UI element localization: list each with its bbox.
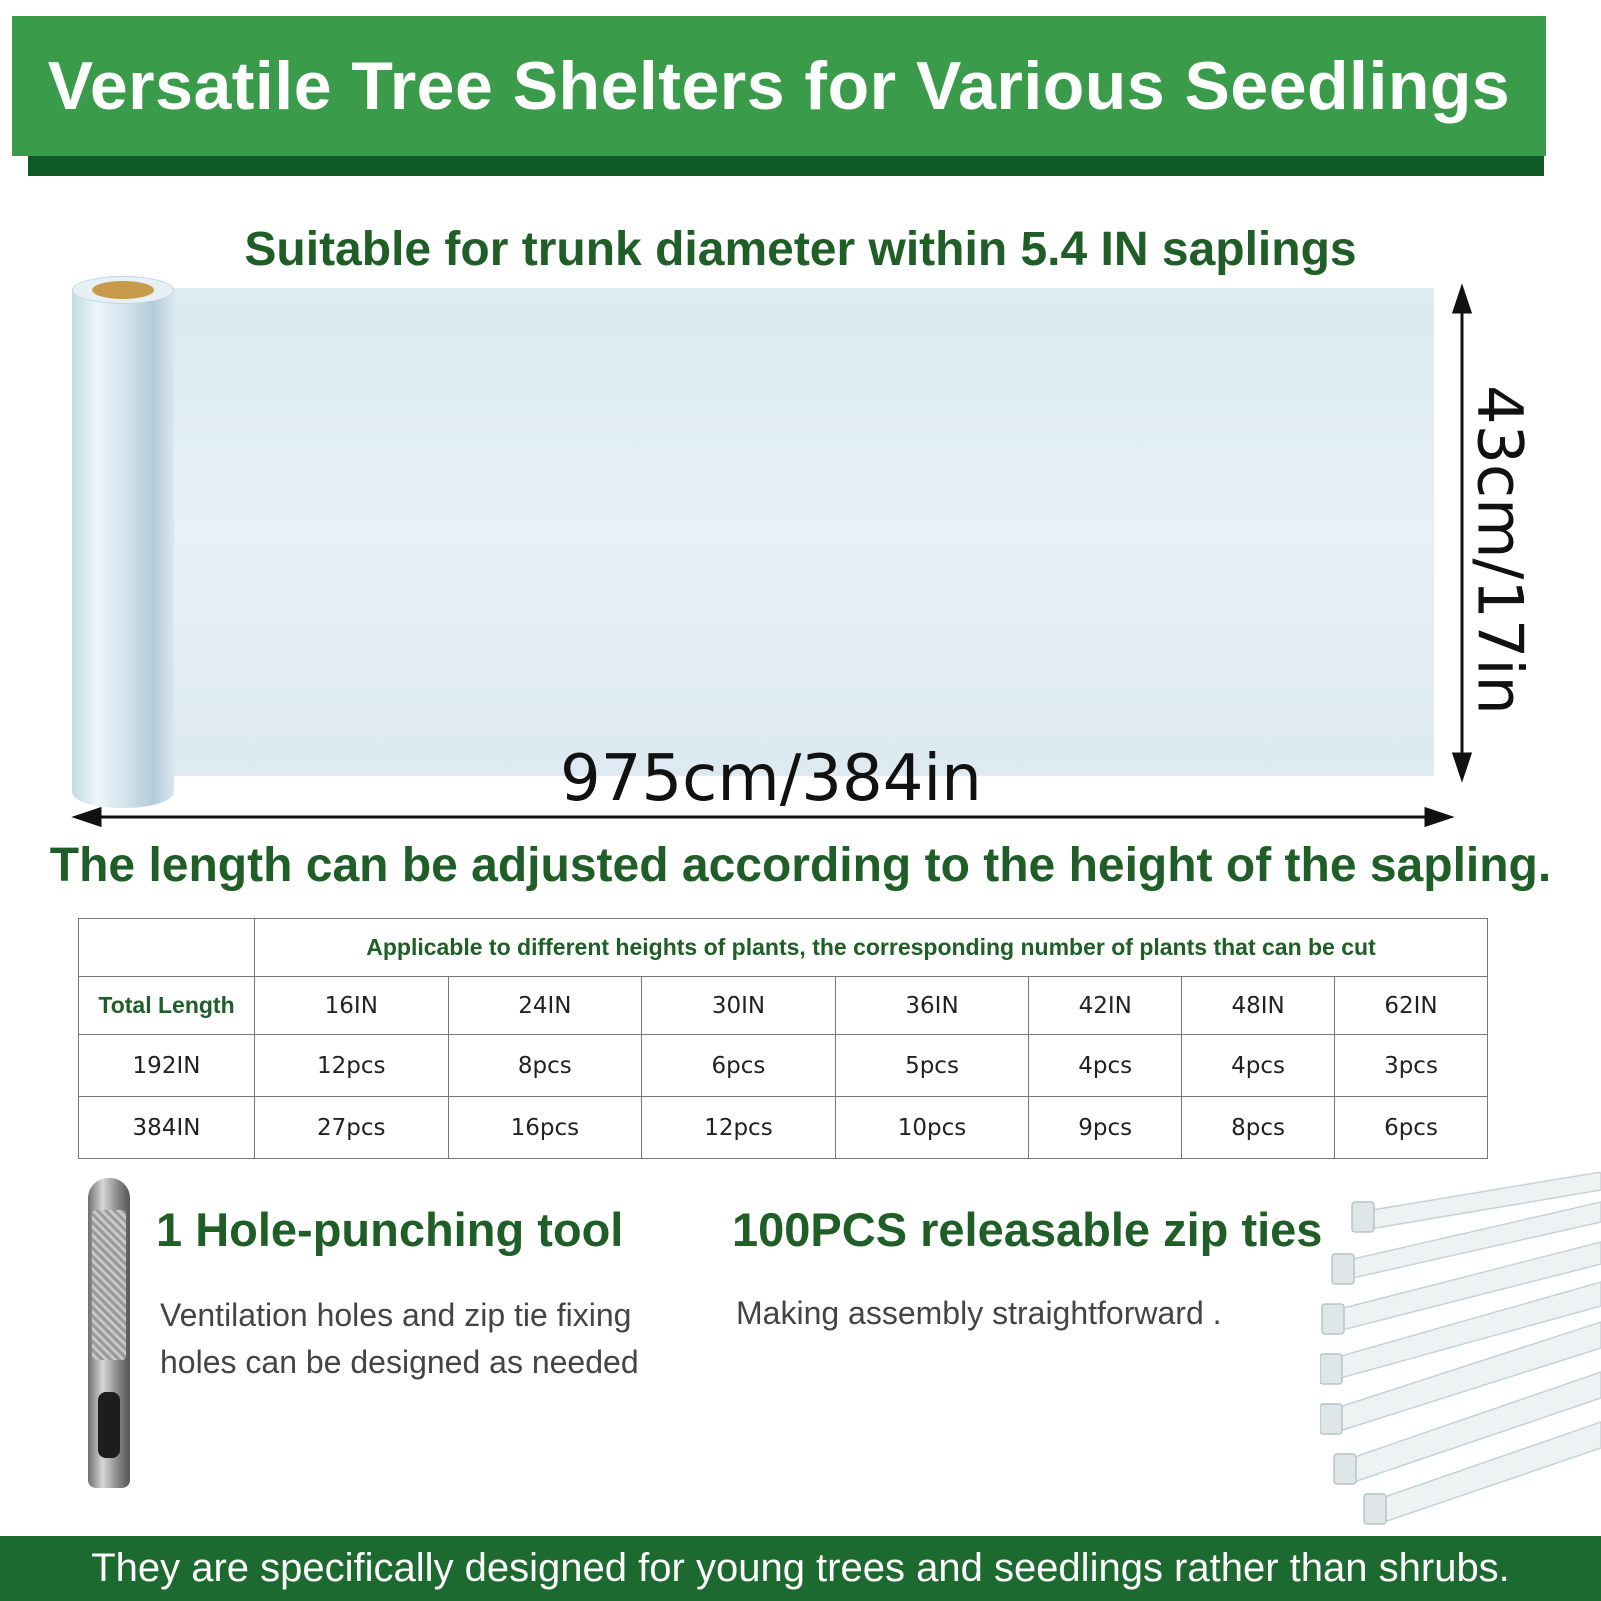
table-row	[79, 1097, 1488, 1159]
title-box	[12, 16, 1546, 156]
column-header: 62IN	[1335, 977, 1488, 1035]
subtitle: Suitable for trunk diameter within 5.4 IN saplings	[244, 223, 1357, 276]
table-cell: 5pcs	[835, 1035, 1029, 1097]
row-length-cell: 192IN	[79, 1035, 255, 1097]
table-cell: 8pcs	[448, 1035, 642, 1097]
table-cell: 12pcs	[642, 1097, 836, 1159]
table-cell: 27pcs	[255, 1097, 449, 1159]
feature-desc-punch-tool: Ventilation holes and zip tie fixing holes can be designed as needed	[160, 1297, 639, 1380]
table-cell: 12pcs	[255, 1035, 449, 1097]
cut-quantity-table	[78, 918, 1488, 1159]
table-cell: 4pcs	[1029, 1035, 1182, 1097]
column-header: 16IN	[255, 977, 449, 1035]
footer-text: They are specifically designed for young trees and seedlings rather than shrubs.	[91, 1546, 1510, 1590]
height-dimension-label: 43cm/17in	[1463, 385, 1537, 715]
column-header: 24IN	[448, 977, 642, 1035]
table-banner-row	[79, 919, 1488, 977]
table-cell: 3pcs	[1335, 1035, 1488, 1097]
table-cell: 9pcs	[1029, 1097, 1182, 1159]
adjust-length-note: The length can be adjusted according to the height of the sapling.	[49, 839, 1552, 892]
table-cell: 4pcs	[1182, 1035, 1335, 1097]
feature-title-zip-ties: 100PCS releasable zip ties	[732, 1203, 1323, 1256]
column-header: 36IN	[835, 977, 1029, 1035]
table-cell: 6pcs	[642, 1035, 836, 1097]
footer-banner	[0, 1536, 1601, 1601]
table-cell: 16pcs	[448, 1097, 642, 1159]
column-header: 42IN	[1029, 977, 1182, 1035]
shelter-roll-core	[92, 281, 154, 299]
total-length-header: Total Length	[79, 977, 255, 1035]
table-banner: Applicable to different heights of plants, the corresponding number of plants that can be cut	[255, 919, 1488, 977]
length-dimension-label: 975cm/384in	[560, 742, 982, 816]
table-row	[79, 1035, 1488, 1097]
shelter-sheet-image	[172, 288, 1434, 776]
feature-desc-zip-ties: Making assembly straightforward .	[736, 1295, 1222, 1331]
page-title: Versatile Tree Shelters for Various Seedlings	[47, 48, 1511, 124]
feature-title-punch-tool: 1 Hole-punching tool	[156, 1203, 624, 1256]
zip-ties-image	[1320, 1172, 1601, 1532]
column-header: 30IN	[642, 977, 836, 1035]
table-cell: 8pcs	[1182, 1097, 1335, 1159]
hole-punch-grip	[92, 1210, 126, 1360]
shelter-roll-image	[72, 276, 174, 808]
table-cell: 10pcs	[835, 1097, 1029, 1159]
hole-punch-slot	[98, 1392, 120, 1458]
table-header-row	[79, 977, 1488, 1035]
table-corner-cell	[79, 919, 255, 977]
column-header: 48IN	[1182, 977, 1335, 1035]
title-banner	[12, 16, 1544, 176]
row-length-cell: 384IN	[79, 1097, 255, 1159]
table-cell: 6pcs	[1335, 1097, 1488, 1159]
